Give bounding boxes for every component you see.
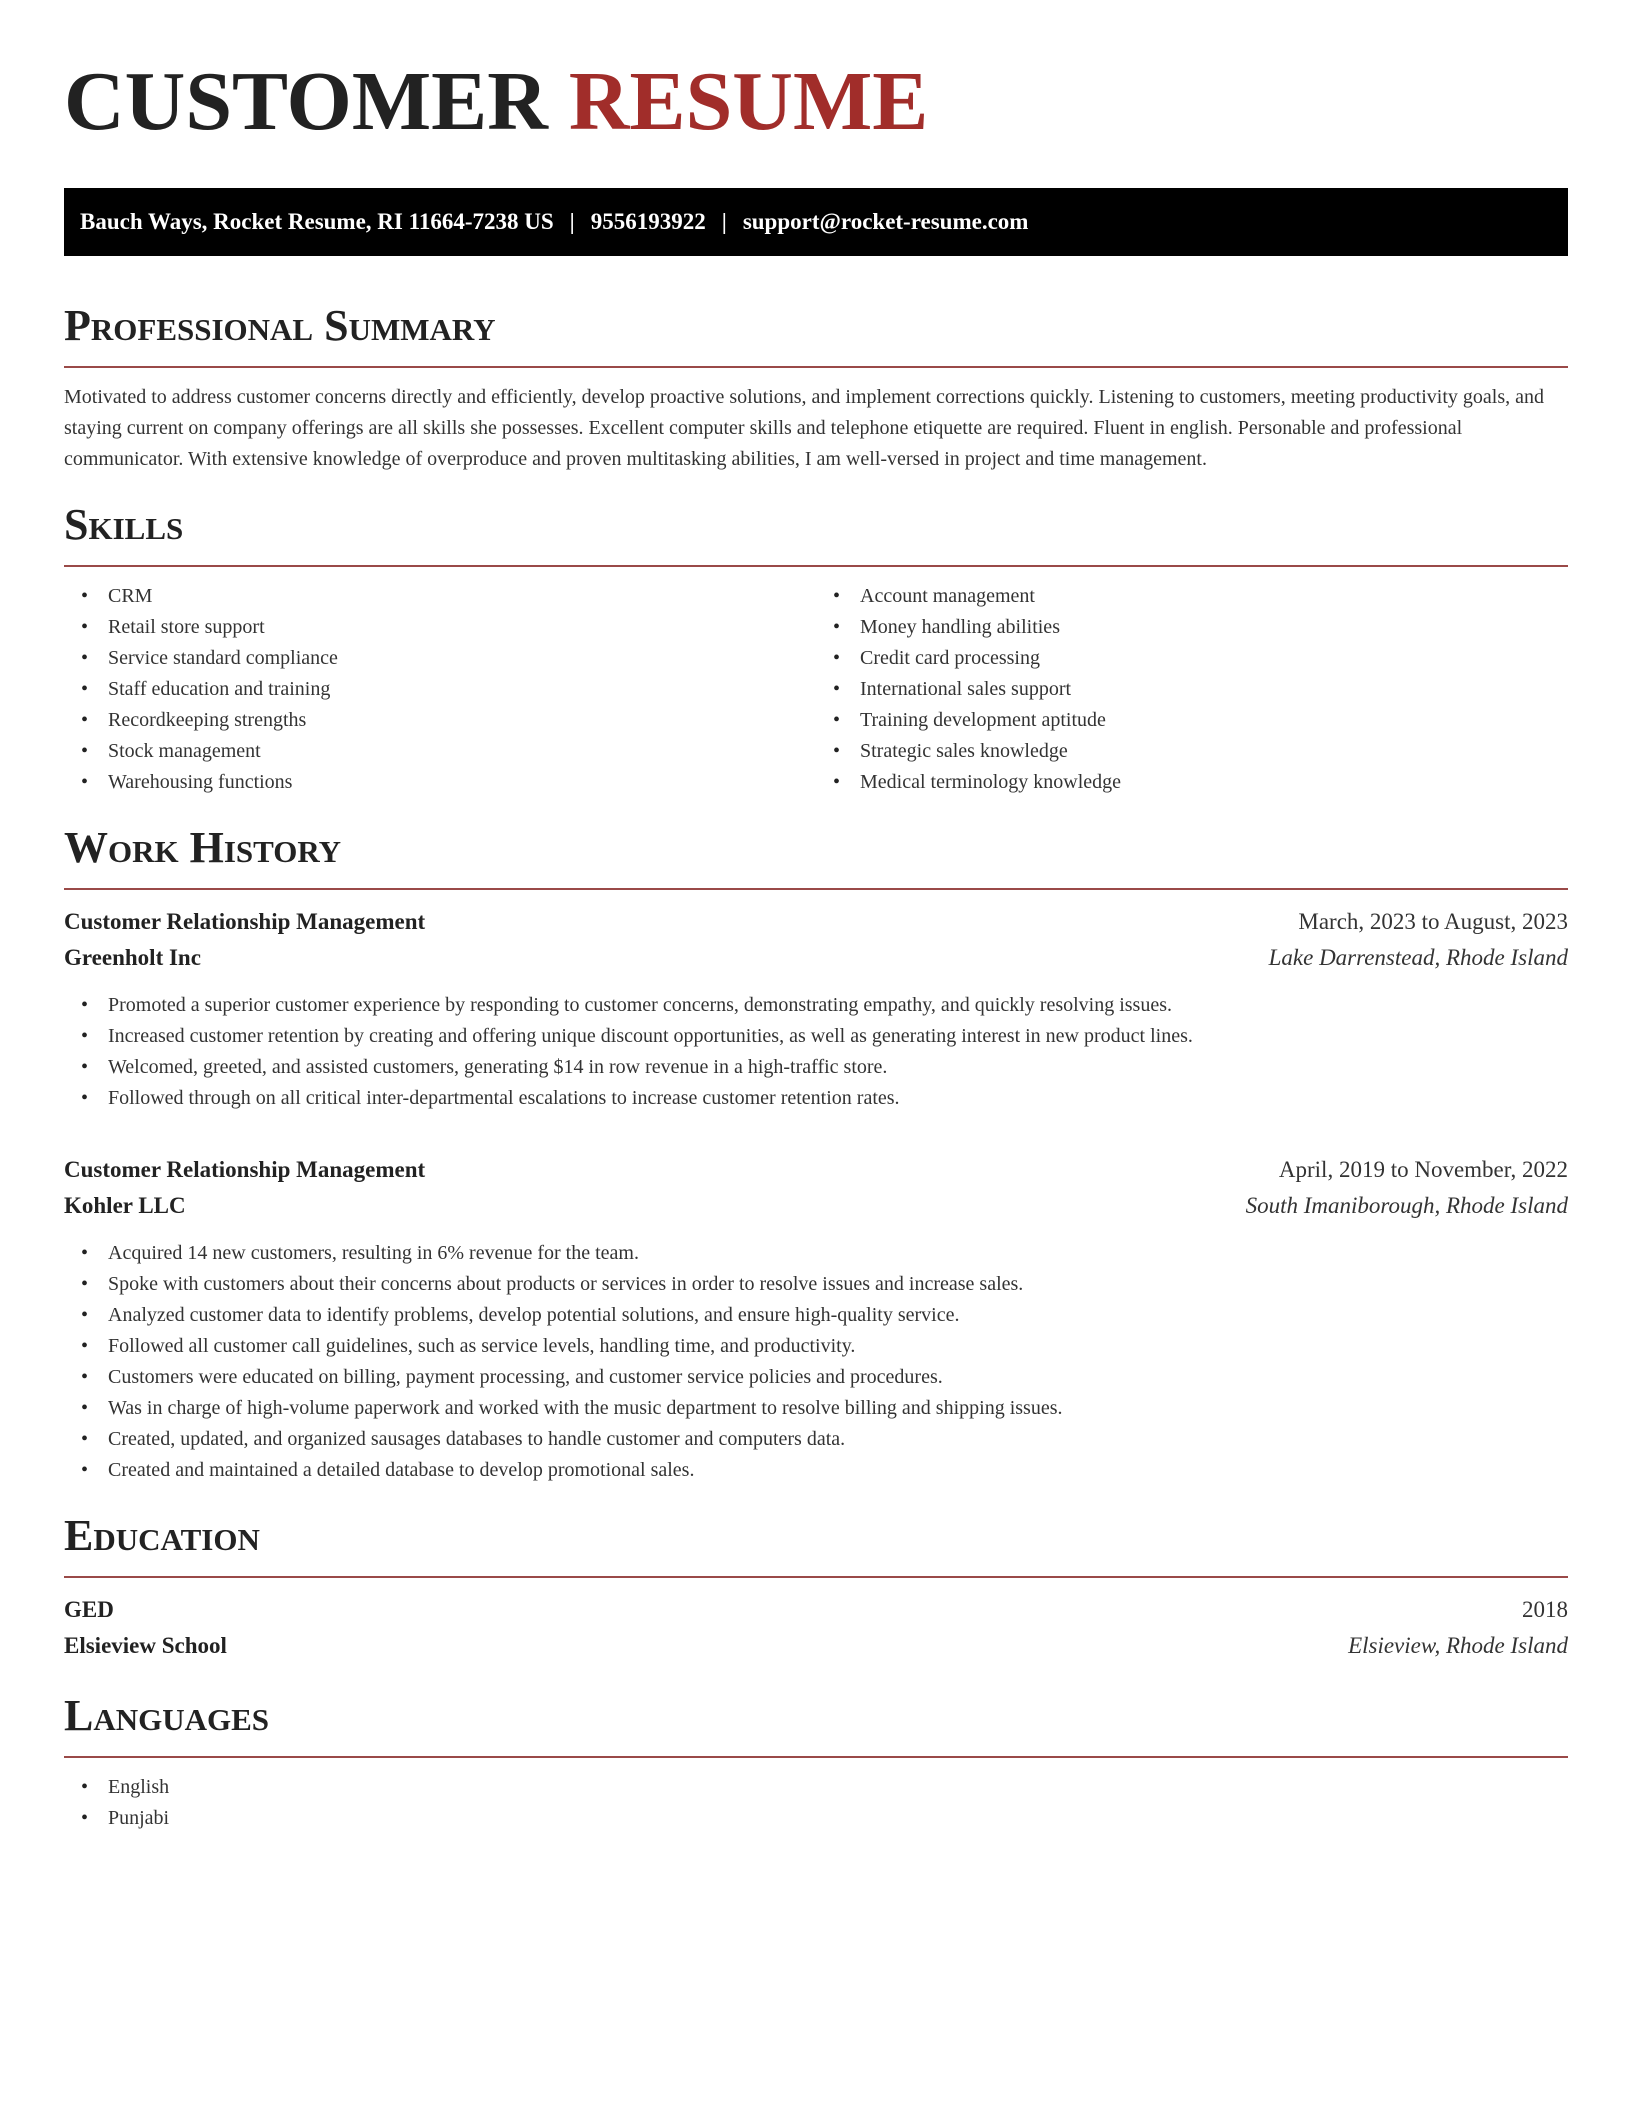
- resume-name: [64, 54, 1568, 150]
- skills-column-right: [816, 581, 1568, 798]
- job-company-row: [64, 940, 1568, 976]
- education-entry: [64, 1592, 1568, 1664]
- section-title-skills: Skills: [64, 500, 184, 549]
- first-name: CUSTOMER: [64, 55, 548, 148]
- education-year: 2018: [1522, 1597, 1568, 1622]
- job-bullet: • Was in charge of high-volume paperwork and worked with the music department to resolve billing and shipping issues.: [64, 1393, 1568, 1424]
- section-divider: [64, 565, 1568, 567]
- skills-grid: [64, 581, 1568, 798]
- job-bullet: • Acquired 14 new customers, resulting in 6% revenue for the team.: [64, 1238, 1568, 1269]
- job-position: Customer Relationship Management: [64, 909, 426, 934]
- job-dates: April, 2019 to November, 2022: [1278, 1157, 1568, 1182]
- job-company-row: [64, 1188, 1568, 1224]
- job-location: South Imaniborough, Rhode Island: [1245, 1193, 1568, 1218]
- job-entry: [64, 904, 1568, 1114]
- contact-separator: |: [569, 209, 575, 234]
- skills-section: [64, 499, 1568, 798]
- last-name: RESUME: [568, 55, 929, 148]
- job-bullet: • Welcomed, greeted, and assisted customers, generating $14 in row revenue in a high-traffic store.: [64, 1052, 1568, 1083]
- skills-list-left: [64, 581, 816, 798]
- job-header-row: [64, 904, 1568, 940]
- job-bullet: • Created and maintained a detailed database to develop promotional sales.: [64, 1455, 1568, 1486]
- skills-list-right: [816, 581, 1568, 798]
- summary-text: Motivated to address customer concerns directly and efficiently, develop proactive solutions, and implement corrections quickly. Listening to customers, meeting productivity goals, and staying current on company offerings are all skills she possesses. Excellent computer skills and telephone etiquette are required. Fluent in english. Personable and professional communicator. With extensive knowledge of overproduce and proven multitasking abilities, I am well-versed in project and time management.: [64, 386, 1544, 470]
- education-section: [64, 1510, 1568, 1664]
- skill-item: • Retail store support: [64, 612, 816, 643]
- job-bullet: • Promoted a superior customer experience by responding to customer concerns, demonstrating empathy, and quickly resolving issues.: [64, 990, 1568, 1021]
- language-item: • English: [64, 1772, 1568, 1803]
- section-divider: [64, 366, 1568, 368]
- section-title-work-history: Work History: [64, 823, 342, 872]
- skill-item: • Warehousing functions: [64, 767, 816, 798]
- skills-column-left: [64, 581, 816, 798]
- skill-item: • Credit card processing: [816, 643, 1568, 674]
- education-degree-row: [64, 1592, 1568, 1628]
- work-history-section: [64, 822, 1568, 1486]
- contact-bar: [64, 188, 1568, 256]
- job-location: Lake Darrenstead, Rhode Island: [1268, 945, 1568, 970]
- contact-address: Bauch Ways, Rocket Resume, RI 11664-7238 US: [80, 209, 554, 234]
- contact-separator: |: [721, 209, 727, 234]
- job-header-row: [64, 1152, 1568, 1188]
- education-degree: GED: [64, 1597, 114, 1622]
- job-bullet: • Followed all customer call guidelines, such as service levels, handling time, and productivity.: [64, 1331, 1568, 1362]
- language-item: • Punjabi: [64, 1803, 1568, 1834]
- skill-item: • Recordkeeping strengths: [64, 705, 816, 736]
- section-divider: [64, 888, 1568, 890]
- skill-item: • International sales support: [816, 674, 1568, 705]
- job-bullets: [64, 1238, 1568, 1486]
- education-school: Elsieview School: [64, 1633, 227, 1658]
- job-bullet: • Customers were educated on billing, payment processing, and customer service policies and procedures.: [64, 1362, 1568, 1393]
- section-title-languages: Languages: [64, 1691, 270, 1740]
- skill-item: • Money handling abilities: [816, 612, 1568, 643]
- languages-list: [64, 1772, 1568, 1834]
- job-entry: [64, 1152, 1568, 1486]
- section-divider: [64, 1576, 1568, 1578]
- skill-item: • Staff education and training: [64, 674, 816, 705]
- skill-item: • Medical terminology knowledge: [816, 767, 1568, 798]
- skill-item: • Strategic sales knowledge: [816, 736, 1568, 767]
- section-title-education: Education: [64, 1511, 260, 1560]
- contact-email: support@rocket-resume.com: [742, 209, 1029, 234]
- job-bullet: • Increased customer retention by creating and offering unique discount opportunities, as well as generating interest in new product lines.: [64, 1021, 1568, 1052]
- contact-phone: 9556193922: [590, 209, 706, 234]
- skill-item: • Stock management: [64, 736, 816, 767]
- languages-section: [64, 1690, 1568, 1834]
- summary-section: [64, 300, 1568, 475]
- skill-item: • Service standard compliance: [64, 643, 816, 674]
- job-bullet: • Spoke with customers about their concerns about products or services in order to resolve issues and increase sales.: [64, 1269, 1568, 1300]
- education-location: Elsieview, Rhode Island: [1348, 1633, 1568, 1658]
- job-bullets: [64, 990, 1568, 1114]
- job-company: Greenholt Inc: [64, 945, 201, 970]
- job-company: Kohler LLC: [64, 1193, 186, 1218]
- skill-item: • Account management: [816, 581, 1568, 612]
- skill-item: • Training development aptitude: [816, 705, 1568, 736]
- job-bullet: • Analyzed customer data to identify problems, develop potential solutions, and ensure high-quality service.: [64, 1300, 1568, 1331]
- education-school-row: [64, 1628, 1568, 1664]
- section-divider: [64, 1756, 1568, 1758]
- section-title-summary: Professional Summary: [64, 301, 496, 350]
- skill-item: • CRM: [64, 581, 816, 612]
- job-dates: March, 2023 to August, 2023: [1298, 909, 1568, 934]
- job-position: Customer Relationship Management: [64, 1157, 426, 1182]
- job-bullet: • Created, updated, and organized sausages databases to handle customer and computers data.: [64, 1424, 1568, 1455]
- job-bullet: • Followed through on all critical inter-departmental escalations to increase customer retention rates.: [64, 1083, 1568, 1114]
